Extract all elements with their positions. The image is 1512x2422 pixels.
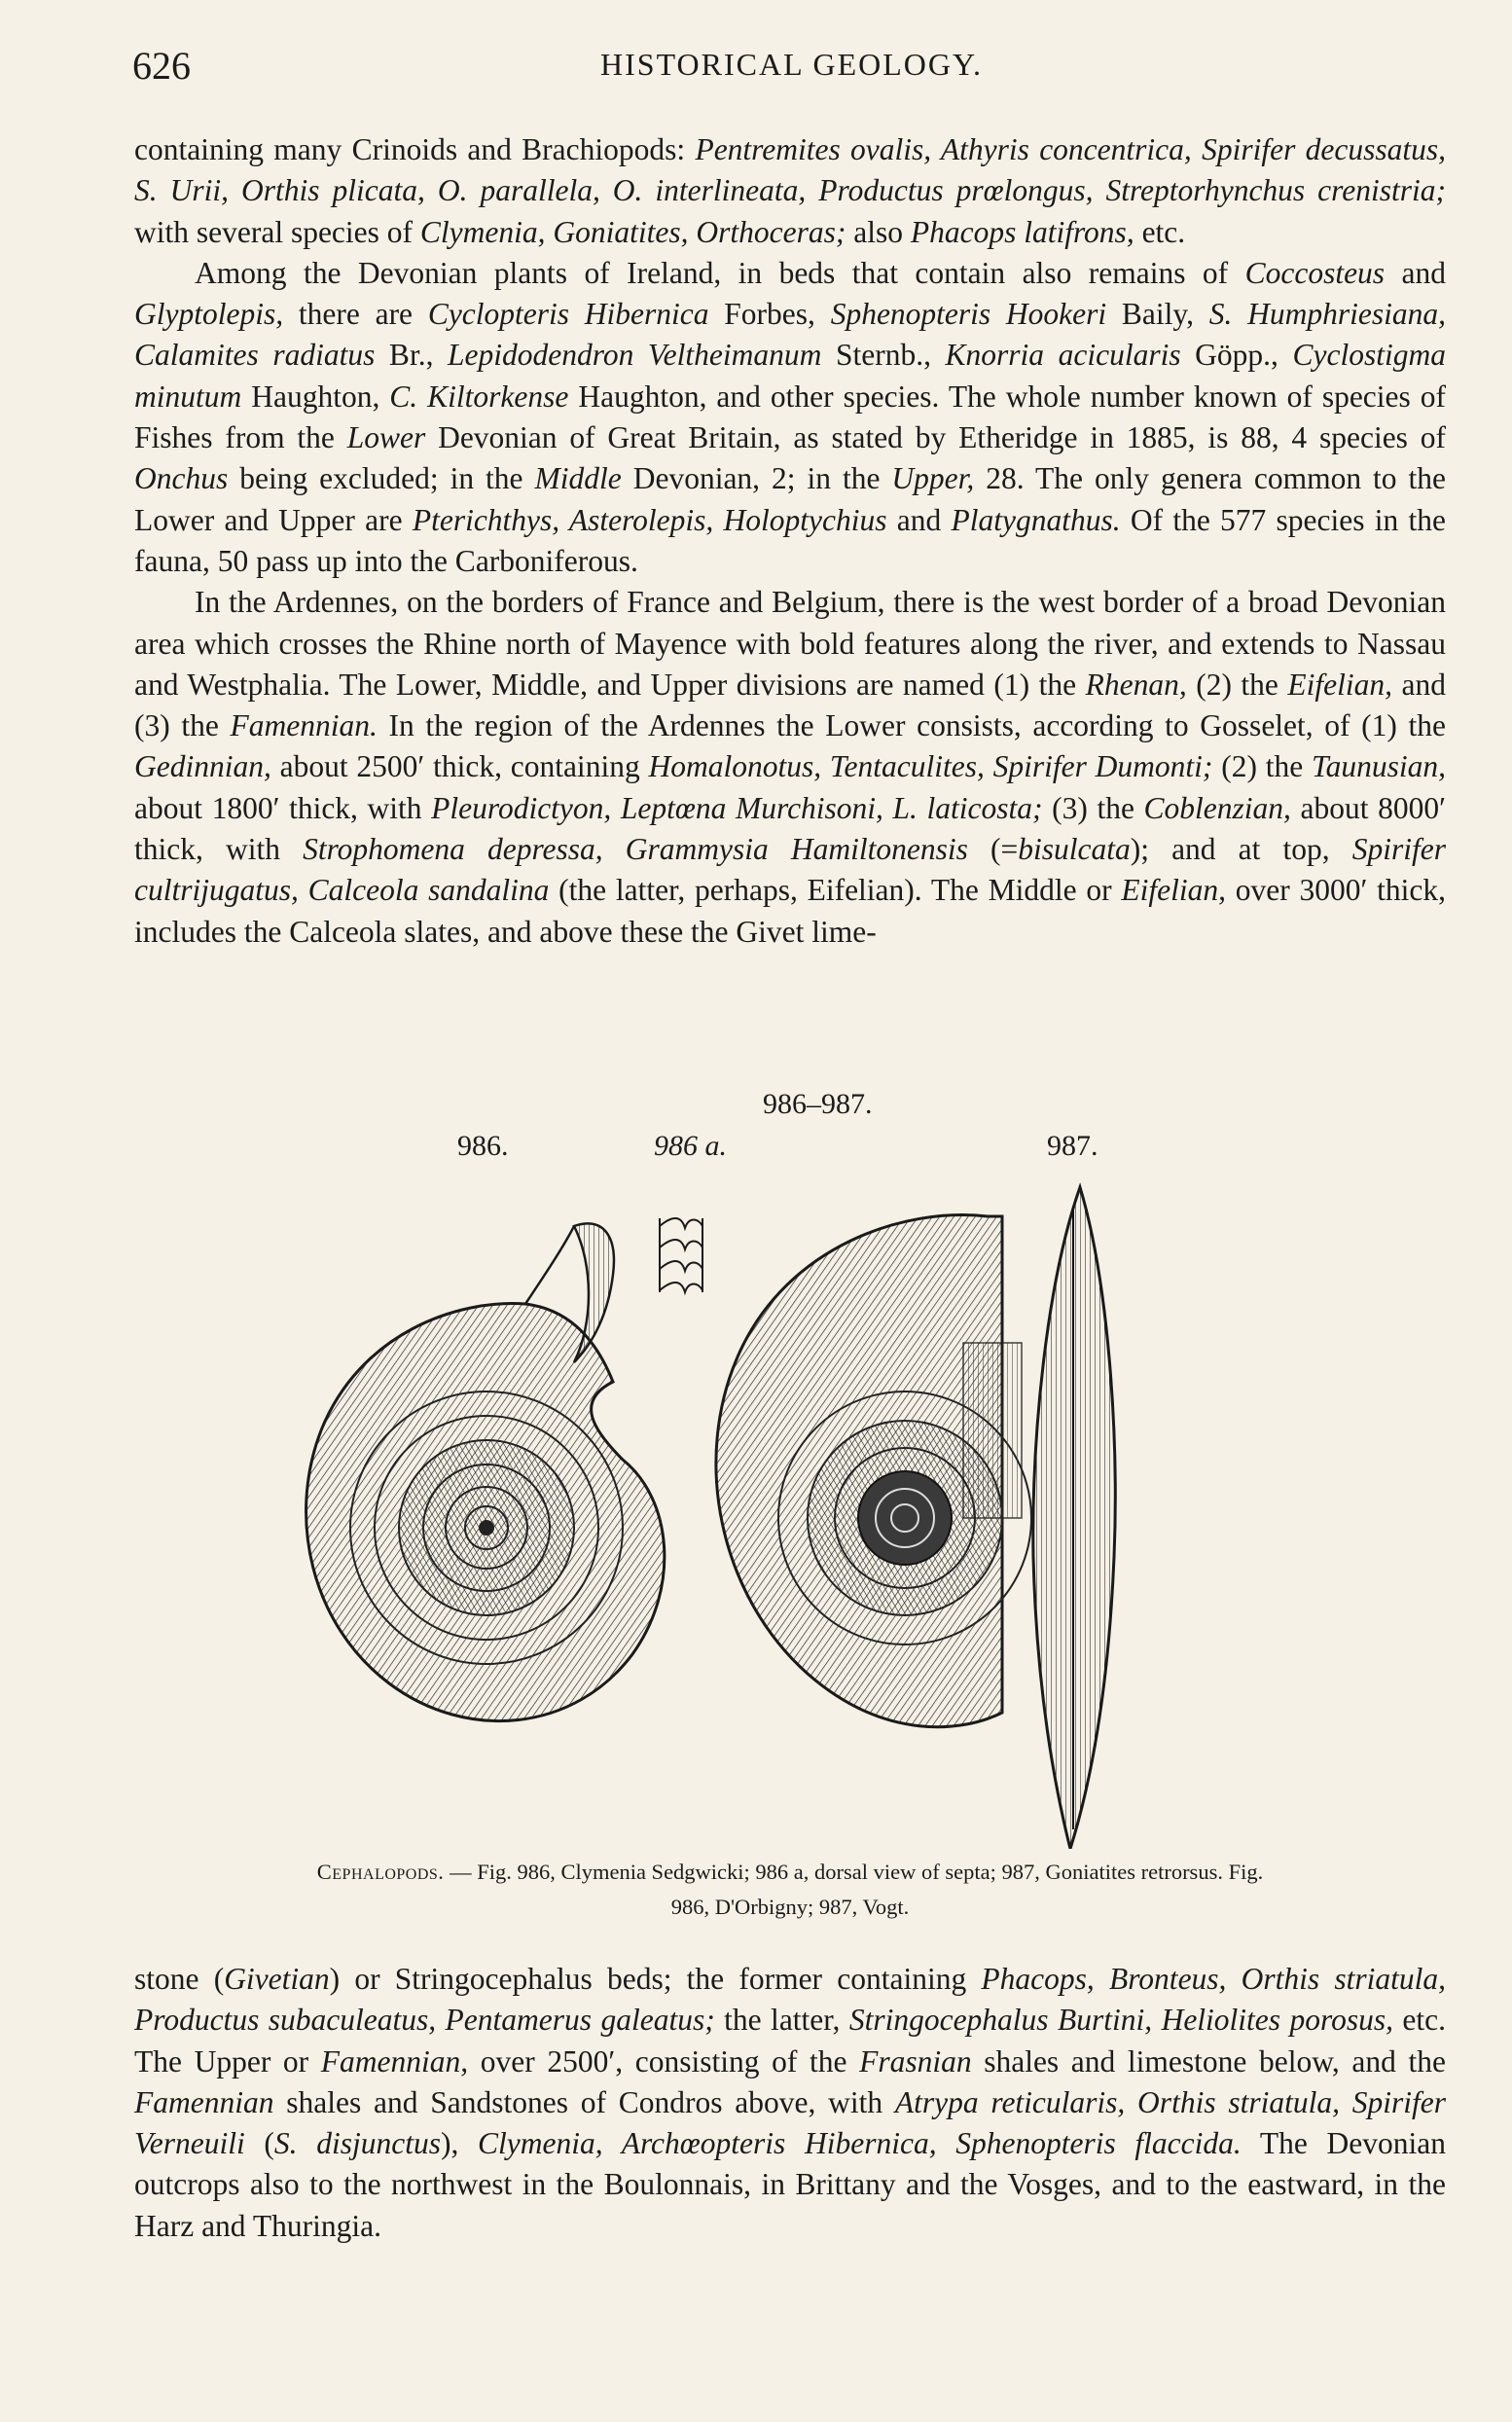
paragraph: containing many Crinoids and Brachiopods: Pentremites ovalis, Athyris concentrica, Spirifer decussatus, S. Urii, Orthis plicata, O. parallela, O. interlineata, Productus prœlongus, Streptorhynchus crenistria; with several species of Clymenia, Goniatites, Orthoceras; also Phacops latifrons, etc.	[134, 132, 1446, 249]
italic-taxon-run: C. Kiltorkense	[389, 379, 569, 414]
body-text-bottom	[134, 1959, 1446, 2247]
body-text-top	[134, 129, 1446, 953]
paragraph: Among the Devonian plants of Ireland, in beds that contain also remains of Coccosteus and Glyptolepis, there are Cyclopteris Hibernica Forbes, Sphenopteris Hookeri Baily, S. Humphriesiana, Calamites radiatus Br., Lepidodendron Veltheimanum Sternb., Knorria acicularis Göpp., Cyclostigma minutum Haughton, C. Kiltorkense Haughton, and other species. The whole number known of species of Fishes from the Lower Devonian of Great Britain, as stated by Etheridge in 1885, is 88, 4 species of Onchus being excluded; in the Middle Devonian, 2; in the Upper, 28. The only genera common to the Lower and Upper are Pterichthys, Asterolepis, Holoptychius and Platygnathus. Of the 577 species in the fauna, 50 pass up into the Carboniferous.	[134, 255, 1447, 578]
italic-taxon-run: Sphenopteris Hookeri	[830, 297, 1107, 332]
caption-lead: Cephalopods.	[316, 1860, 445, 1884]
italic-taxon-run: Taunusian,	[1311, 749, 1446, 784]
italic-taxon-run: bisulcata	[1018, 832, 1131, 867]
fig-986a-septa	[660, 1218, 702, 1292]
italic-taxon-run: Phacops latifrons,	[910, 214, 1134, 249]
italic-taxon-run: Platygnathus.	[951, 502, 1121, 537]
italic-taxon-run: Pleurodictyon, Leptœna Murchisoni, L. laticosta;	[431, 790, 1043, 825]
fig-986-clymenia	[306, 1223, 665, 1720]
figure-label-986: 986.	[457, 1130, 509, 1162]
figure-label-987: 987.	[1047, 1130, 1098, 1162]
italic-taxon-run: Spirifer cultrijugatus, Calceola sandalina	[134, 832, 1446, 908]
italic-taxon-run: Glyptolepis,	[134, 297, 284, 332]
page-header	[132, 43, 1451, 88]
italic-taxon-run: Famennian,	[320, 2043, 469, 2079]
italic-taxon-run: Stringocephalus Burtini, Heliolites porosus,	[848, 2003, 1393, 2038]
paragraph: stone (Givetian) or Stringocephalus beds; the former containing Phacops, Bronteus, Orthis striatula, Productus subaculeatus, Pentamerus galeatus; the latter, Stringocephalus Burtini, Heliolites porosus, etc. The Upper or Famennian, over 2500′, consisting of the Frasnian shales and limestone below, and the Famennian shales and Sandstones of Condros above, with Atrypa reticularis, Orthis striatula, Spirifer Verneuili (S. disjunctus), Clymenia, Archœopteris Hibernica, Sphenopteris flaccida. The Devonian outcrops also to the northwest in the Boulonnais, in Brittany and the Vosges, and to the eastward, in the Harz and Thuringia.	[134, 1962, 1447, 2243]
fig-987-goniatites	[716, 1187, 1115, 1849]
italic-taxon-run: S. Humphriesiana, Calamites radiatus	[134, 297, 1447, 373]
paragraph: In the Ardennes, on the borders of France and Belgium, there is the west border of a broad Devonian area which crosses the Rhine north of Mayence with bold features along the river, and extends to Nassau and Westphalia. The Lower, Middle, and Upper divisions are named (1) the Rhenan, (2) the Eifelian, and (3) the Famennian. In the region of the Ardennes the Lower consists, according to Gosselet, of (1) the Gedinnian, about 2500′ thick, containing Homalonotus, Tentaculites, Spirifer Dumonti; (2) the Taunusian, about 1800′ thick, with Pleurodictyon, Leptœna Murchisoni, L. laticosta; (3) the Coblenzian, about 8000′ thick, with Strophomena depressa, Grammysia Hamiltonensis (=bisulcata); and at top, Spirifer cultrijugatus, Calceola sandalina (the latter, perhaps, Eifelian). The Middle or Eifelian, over 3000′ thick, includes the Calceola slates, and above these the Givet lime-	[134, 585, 1447, 949]
italic-taxon-run: Clymenia, Goniatites, Orthoceras;	[419, 214, 846, 249]
italic-taxon-run: Famennian.	[230, 708, 378, 743]
italic-taxon-run: Onchus	[134, 461, 229, 496]
italic-taxon-run: Knorria acicularis	[945, 338, 1181, 373]
cephalopod-illustration	[282, 1168, 1294, 1849]
italic-taxon-run: Lower	[346, 420, 426, 455]
italic-taxon-run: Pterichthys, Asterolepis, Holoptychius	[412, 502, 887, 537]
caption-line-1: — Fig. 986, Clymenia Sedgwicki; 986 a, dorsal view of septa; 987, Goniatites retrorsus. Fig.	[444, 1860, 1264, 1884]
italic-taxon-run: Phacops, Bronteus, Orthis striatula, Productus subaculeatus, Pentamerus galeatus;	[134, 1962, 1446, 2038]
italic-taxon-run: Middle	[534, 461, 622, 496]
italic-taxon-run: Clymenia, Archœopteris Hibernica, Sphenopteris flaccida.	[478, 2126, 1242, 2161]
page-number: 626	[132, 44, 191, 88]
caption-line-2: 986, D'Orbigny; 987, Vogt.	[670, 1895, 910, 1919]
italic-taxon-run: Coccosteus	[1244, 255, 1386, 290]
italic-taxon-run: Eifelian,	[1121, 873, 1226, 908]
figure-label-986a: 986 a.	[654, 1130, 727, 1162]
italic-taxon-run: Cyclopteris Hibernica	[427, 297, 709, 332]
italic-taxon-run: Coblenzian,	[1143, 790, 1291, 825]
italic-taxon-run: Pentremites ovalis, Athyris concentrica, Spirifer decussatus, S. Urii, Orthis plicata, O. parallela, O. interlineata, Productus prœlongus, Streptorhynchus crenistria;	[134, 132, 1446, 208]
italic-taxon-run: Lepidodendron Veltheimanum	[448, 338, 822, 373]
italic-taxon-run: Eifelian,	[1287, 667, 1393, 702]
italic-taxon-run: Gedinnian,	[134, 749, 271, 784]
figure-group-label: 986–987.	[763, 1088, 873, 1120]
italic-taxon-run: Cyclostigma minutum	[134, 338, 1447, 414]
running-head: HISTORICAL GEOLOGY.	[600, 47, 983, 82]
italic-taxon-run: Atrypa reticularis, Orthis striatula, Spirifer Verneuili	[134, 2084, 1446, 2161]
italic-taxon-run: Famennian	[134, 2084, 274, 2119]
figure-caption	[134, 1855, 1446, 1925]
italic-taxon-run: Homalonotus, Tentaculites, Spirifer Dumonti;	[648, 749, 1213, 784]
italic-taxon-run: Frasnian	[859, 2043, 972, 2079]
italic-taxon-run: Strophomena depressa, Grammysia Hamiltonensis	[303, 832, 968, 867]
italic-taxon-run: S. disjunctus	[273, 2126, 441, 2161]
italic-taxon-run: Rhenan,	[1085, 667, 1187, 702]
italic-taxon-run: Givetian	[224, 1962, 330, 1996]
italic-taxon-run: Upper,	[891, 461, 975, 496]
